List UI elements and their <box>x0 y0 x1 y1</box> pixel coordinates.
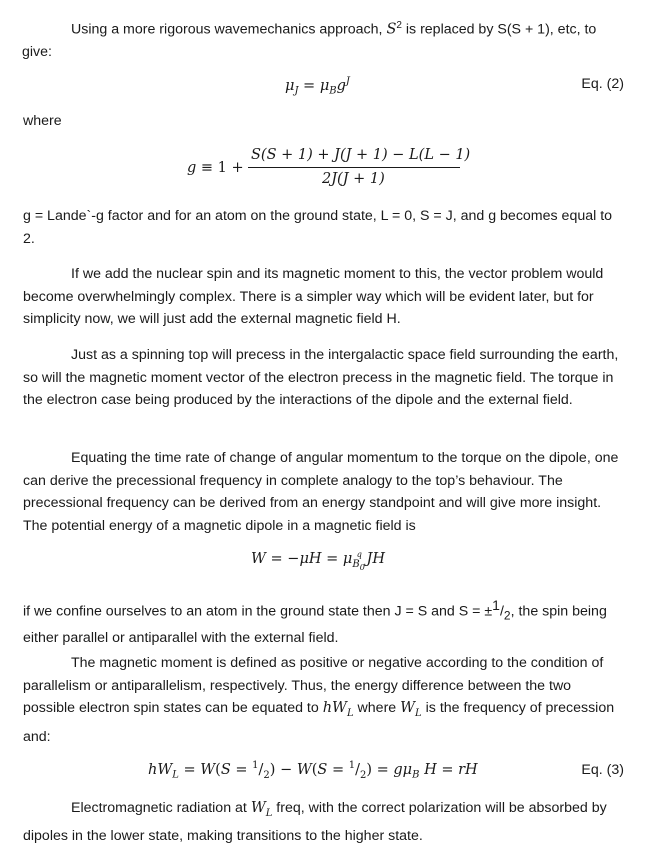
paragraph-nuclear-spin: If we add the nuclear spin and its magnetic moment to this, the vector problem would become overwhelmingly complex. There is a simpler way which will be evident later, but for simplicity now, we will just add the external magnetic field H. <box>23 266 604 328</box>
paragraph-confine: if we confine ourselves to an atom in the ground state then J = S and $S = \pm^1/_2$, the spin being either parallel or antiparallel with the external field. <box>23 597 607 647</box>
intro-paragraph: Using a more rigorous wavemechanics approach, $S^2$ is replaced by S(S + 1), etc, to give: <box>22 20 597 61</box>
equation-2: $\mu_J = \mu_Bg^J$ <box>285 76 350 97</box>
where-label: where <box>23 113 62 129</box>
equation-3-label: Eq. (3) <box>581 762 624 778</box>
paragraph-equating: Equating the time rate of change of angular momentum to the torque on the dipole, one can derive the precessional frequency in complete analogy to the top’s behaviour. The precessional frequency can be derived from an energy standpoint and will give more insight. The potential energy of a magnetic dipole in a magnetic field is <box>23 450 619 534</box>
confine-text-b: , the spin being either parallel or antiparallel with the external field. <box>23 603 607 647</box>
g-definition: g = Lande`-g factor and for an atom on the ground state, L = 0, S = J, and g becomes equal to 2. <box>23 208 613 247</box>
g-fraction-bar <box>248 167 460 168</box>
paragraph-em-radiation: Electromagnetic radiation at $W_L$ freq, with the correct polarization will be absorbed by dipoles in the lower state, making transitions to the higher state. <box>23 800 607 845</box>
equation-potential-energy: $W = -\mu H = \mu_{B_0}^q$ JH <box>251 550 385 572</box>
equation-2-label: Eq. (2) <box>581 76 624 92</box>
g-lhs: g ≡ 1 + <box>187 160 244 176</box>
g-numerator: S(S + 1) + J(J + 1) − L(L − 1) <box>251 147 471 163</box>
confine-text-a: if we confine ourselves to an atom in the ground state then J = S and S = ± <box>23 603 493 620</box>
g-denominator: 2J(J + 1) <box>322 171 385 187</box>
paragraph-magnetic-moment: The magnetic moment is defined as positive or negative according to the condition of parallelism or antiparallelism, respectively. Thus, the energy difference between the two possible electron spin states can be equated to $hW_L$ where $W_L$ is the frequency of precession and: <box>23 655 615 745</box>
paragraph-spinning-top: Just as a spinning top will precess in the intergalactic space field surrounding the earth, so will the magnetic moment vector of the electron precess in the magnetic field. The torque in the electron case being produced by the interactions of the dipole and the external field. <box>23 347 619 409</box>
equation-3: $hW_L = W(S = ^1/_2) - W(S = ^1/_2) = g\mu_B$ H = rH <box>148 760 478 781</box>
